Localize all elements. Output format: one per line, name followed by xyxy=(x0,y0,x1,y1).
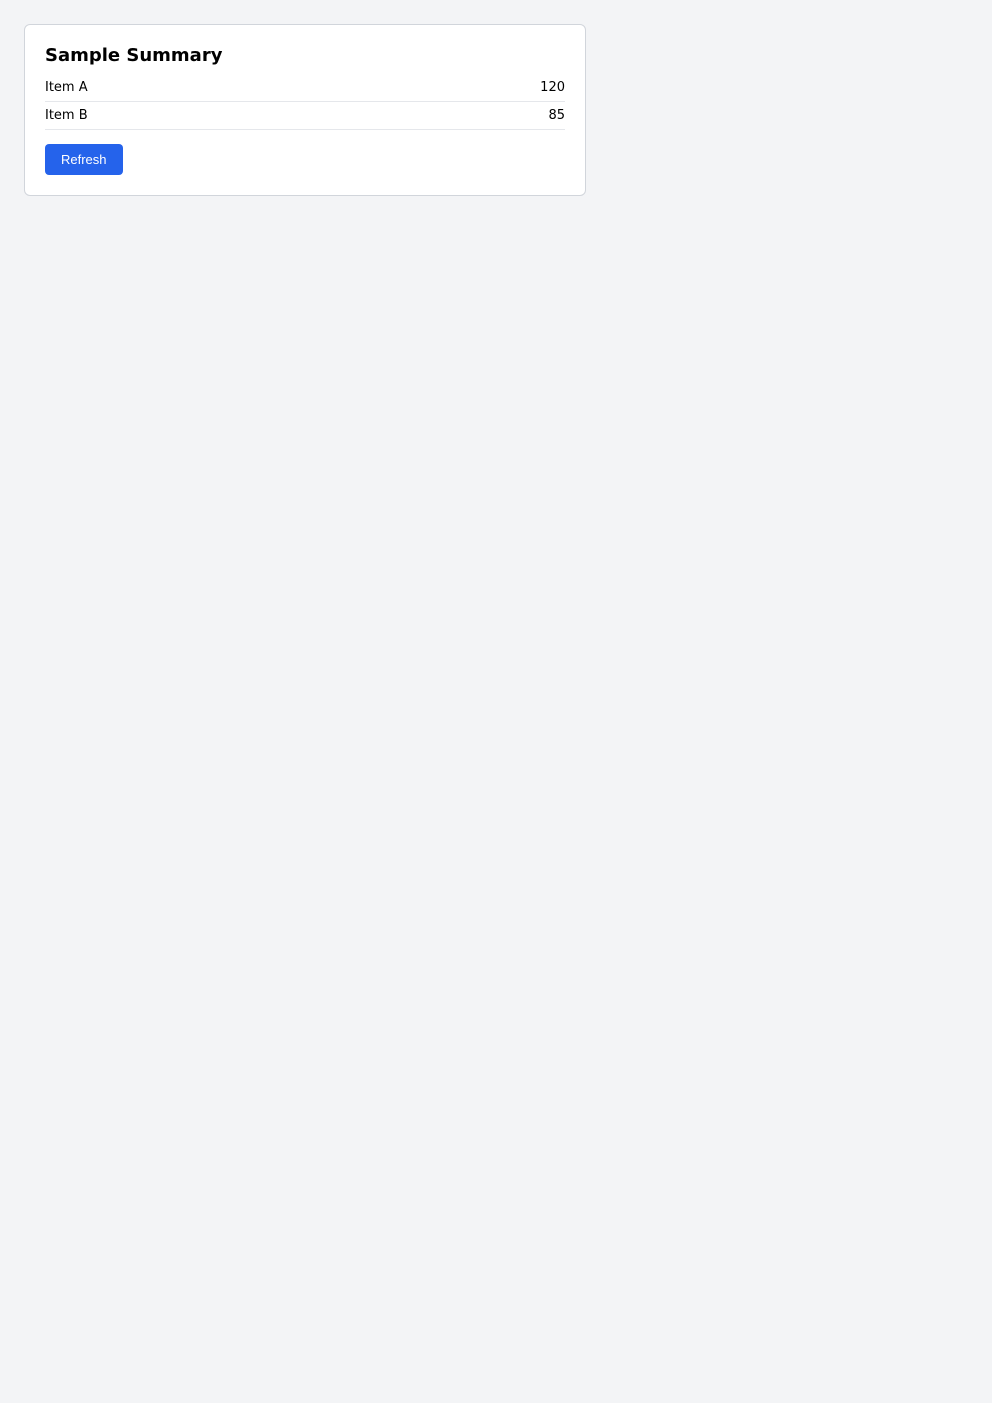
table-row xyxy=(45,74,565,102)
row-value: 85 xyxy=(548,108,565,123)
summary-card xyxy=(24,24,586,196)
row-value: 120 xyxy=(540,80,565,95)
card-title: Sample Summary xyxy=(45,45,223,66)
table-row xyxy=(45,102,565,130)
row-label: Item B xyxy=(45,108,88,123)
refresh-button[interactable]: Refresh xyxy=(45,144,123,175)
row-label: Item A xyxy=(45,80,88,95)
